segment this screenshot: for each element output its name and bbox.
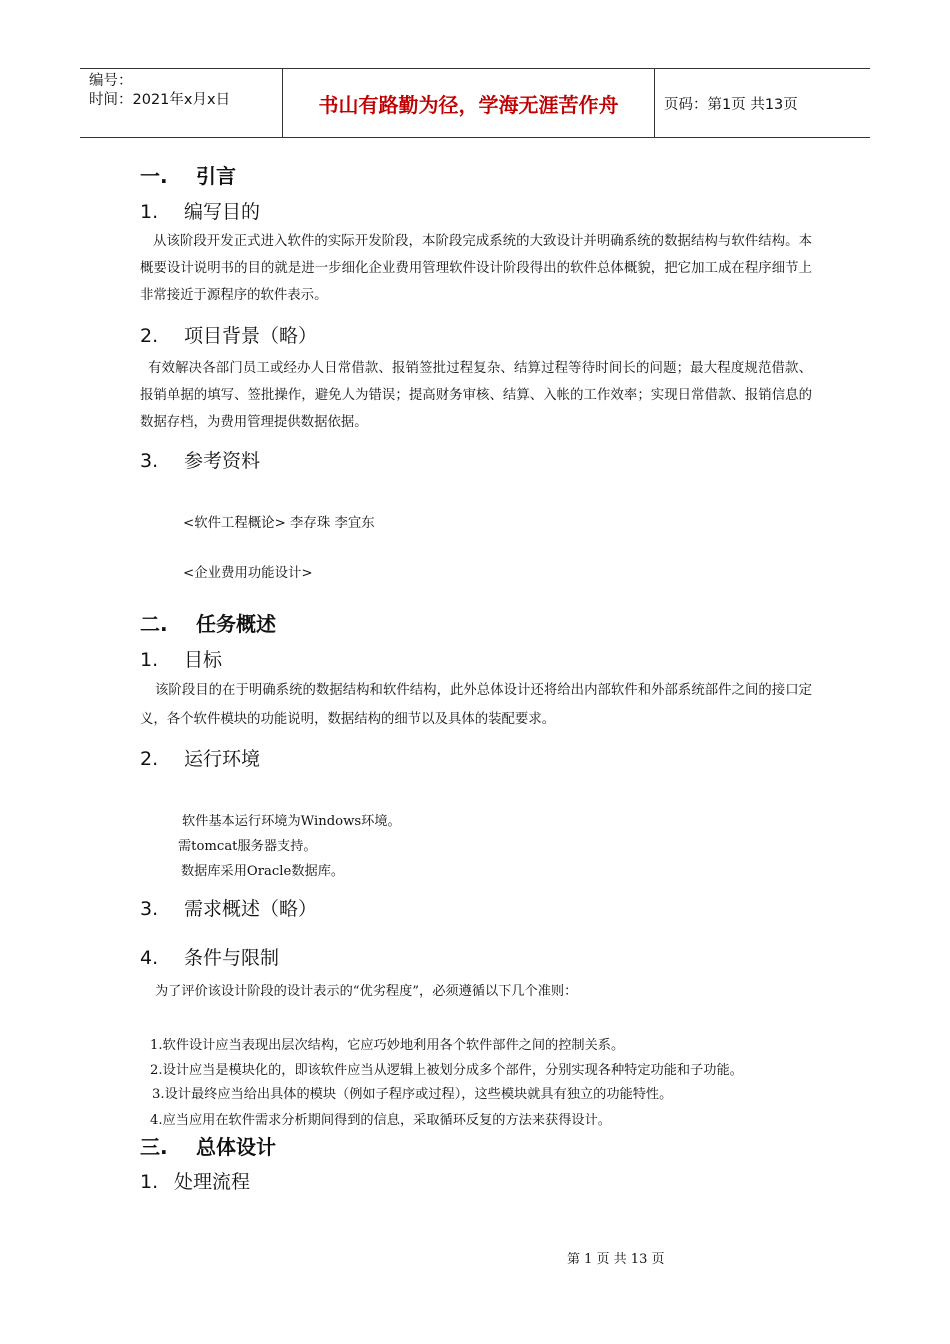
- subheading-title: 处理流程: [174, 1171, 251, 1193]
- reference-item: <软件工程概论> 李存珠 李宜东: [183, 516, 375, 531]
- subheading-number: 1.: [140, 201, 159, 223]
- subheading-title: 项目背景（略）: [184, 325, 318, 347]
- document-date: 时间：2021年x月x日: [89, 92, 231, 108]
- header-page-info: 页码：第1页 共13页: [664, 96, 798, 113]
- section-number: 一.: [140, 164, 168, 188]
- header-meta: [80, 69, 282, 137]
- subheading-number: 3.: [140, 898, 159, 920]
- subheading-title: 目标: [184, 649, 223, 671]
- design-rule-item: 2.设计应当是模块化的，即该软件应当从逻辑上被划分成多个部件，分别实现各种特定功能和子功能。: [150, 1063, 743, 1078]
- section-heading-intro: [140, 160, 236, 189]
- subheading-environment: [140, 744, 260, 771]
- subheading-title: 需求概述（略）: [184, 898, 318, 920]
- subheading-requirements: [140, 894, 317, 921]
- subheading-goal: [140, 645, 222, 672]
- reference-item: <企业费用功能设计>: [183, 566, 313, 581]
- design-rule-item: 1.软件设计应当表现出层次结构，它应巧妙地利用各个软件部件之间的控制关系。: [150, 1038, 625, 1053]
- section-heading-design: [140, 1131, 276, 1160]
- subheading-title: 运行环境: [184, 748, 261, 770]
- design-rule-item: 4.应当应用在软件需求分析期间得到的信息，采取循环反复的方法来获得设计。: [150, 1113, 611, 1128]
- section-title: 引言: [196, 164, 236, 188]
- paragraph-background: 有效解决各部门员工或经办人日常借款、报销签批过程复杂、结算过程等待时间长的问题；最大程度规范借款、报销单据的填写、签批操作，避免人为错误；提高财务审核、结算、入帐的工作效率；实现日常借款、报销信息的数据存档，为费用管理提供数据依据。: [140, 361, 812, 430]
- design-rule-item: 3.设计最终应当给出具体的模块（例如子程序或过程），这些模块就具有独立的功能特性。: [152, 1087, 673, 1102]
- paragraph-purpose: 从该阶段开发正式进入软件的实际开发阶段，本阶段完成系统的大致设计并明确系统的数据结构与软件结构。本概要设计说明书的目的就是进一步细化企业费用管理软件设计阶段得出的软件总体概貌，把它加工成在程序细节上非常接近于源程序的软件表示。: [140, 234, 812, 303]
- subheading-constraints: [140, 943, 279, 970]
- subheading-number: 2.: [140, 748, 159, 770]
- page-header: [80, 68, 870, 138]
- environment-item: 软件基本运行环境为Windows环境。: [182, 814, 401, 829]
- constraints-intro: 为了评价该设计阶段的设计表示的“优劣程度”，必须遵循以下几个准则：: [155, 984, 578, 999]
- section-number: 三.: [140, 1135, 168, 1159]
- subheading-references: [140, 446, 260, 473]
- environment-item: 数据库采用Oracle数据库。: [181, 864, 345, 879]
- subheading-number: 3.: [140, 450, 159, 472]
- section-title: 总体设计: [196, 1135, 276, 1159]
- subheading-number: 1.: [140, 649, 159, 671]
- subheading-number: 4.: [140, 947, 159, 969]
- subheading-title: 条件与限制: [184, 947, 280, 969]
- subheading-background: [140, 321, 317, 348]
- subheading-process-flow: [140, 1167, 250, 1194]
- subheading-title: 编写目的: [184, 201, 261, 223]
- subheading-number: 2.: [140, 325, 159, 347]
- section-title: 任务概述: [196, 612, 276, 636]
- environment-item: 需tomcat服务器支持。: [178, 839, 317, 854]
- section-number: 二.: [140, 612, 168, 636]
- section-heading-overview: [140, 608, 276, 637]
- subheading-purpose: [140, 197, 260, 224]
- document-number-label: 编号：: [89, 73, 133, 89]
- paragraph-goal: 该阶段目的在于明确系统的数据结构和软件结构，此外总体设计还将给出内部软件和外部系统部件之间的接口定义，各个软件模块的功能说明，数据结构的细节以及具体的装配要求。: [140, 683, 812, 727]
- subheading-number: 1.: [140, 1171, 159, 1193]
- header-motto: 书山有路勤为径，学海无涯苦作舟: [282, 69, 655, 137]
- page-footer: 第 1 页 共 13 页: [567, 1252, 665, 1267]
- subheading-title: 参考资料: [184, 450, 261, 472]
